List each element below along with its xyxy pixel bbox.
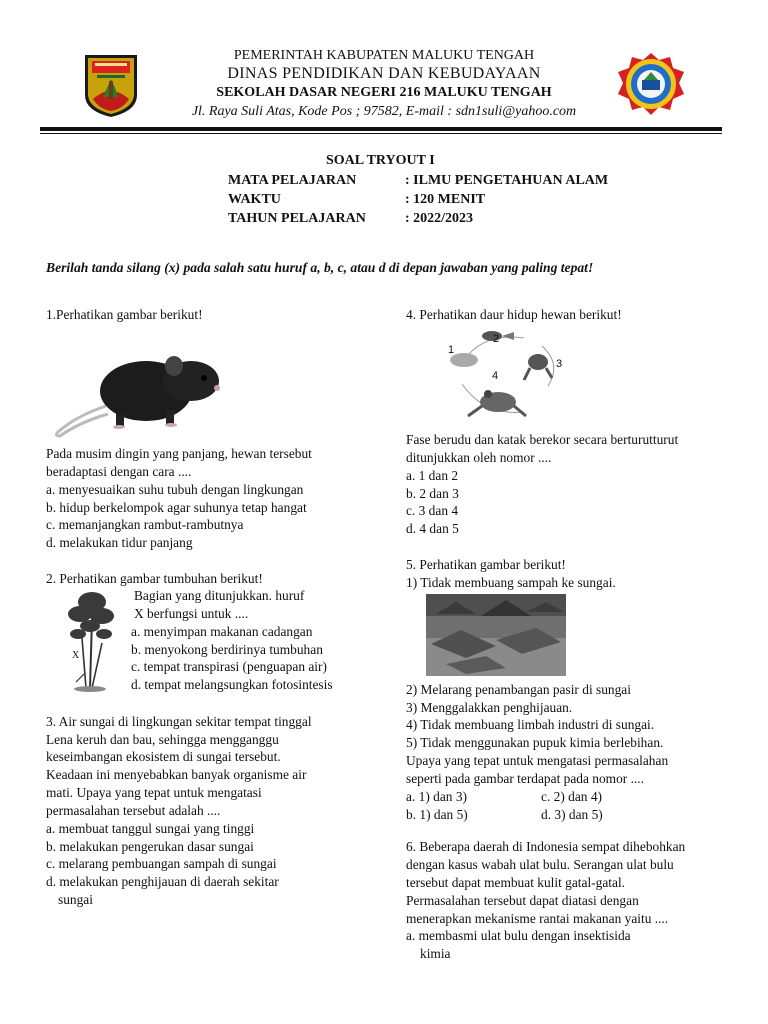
stage-label-2: 2	[493, 333, 500, 345]
instruction: Berilah tanda silang (x) pada salah satu huruf a, b, c, atau d di depan jawaban yang paling tepat!	[46, 260, 594, 275]
q3-line: Lena keruh dan bau, sehingga mengganggu	[46, 732, 279, 747]
exam-title: SOAL TRYOUT I	[326, 153, 435, 168]
q4-line: ditunjukkan oleh nomor ....	[406, 450, 552, 465]
header-school: SEKOLAH DASAR NEGERI 216 MALUKU TENGAH	[216, 85, 552, 100]
q1-option-c[interactable]: c. memanjangkan rambut-rambutnya	[46, 517, 244, 532]
q6-option-a-cont: kimia	[420, 946, 451, 961]
q6-line: tersebut dapat membuat kulit gatal-gatal.	[406, 875, 626, 890]
q1-prompt: 1.Perhatikan gambar berikut!	[46, 307, 203, 322]
q5-item-3: 3) Menggalakkan penghijauan.	[406, 700, 573, 715]
info-value-time: : 120 MENIT	[405, 192, 486, 207]
header-rule-thick	[40, 127, 722, 131]
q4-option-d[interactable]: d. 4 dan 5	[406, 521, 459, 536]
q4-option-c[interactable]: c. 3 dan 4	[406, 503, 459, 518]
info-key-year: TAHUN PELAJARAN	[228, 211, 366, 226]
q2-option-d[interactable]: d. tempat melangsungkan fotosintesis	[131, 677, 333, 692]
q3-line: keseimbangan ekosistem di sungai tersebut.	[46, 749, 281, 764]
q3-option-b[interactable]: b. melakukan pengerukan dasar sungai	[46, 839, 254, 854]
q2-prompt: 2. Perhatikan gambar tumbuhan berikut!	[46, 571, 263, 586]
q3-option-d-cont: sungai	[58, 892, 93, 907]
info-key-time: WAKTU	[228, 192, 281, 207]
stage-label-3: 3	[556, 358, 563, 370]
frog-life-cycle-image	[444, 324, 574, 420]
q3-line: 3. Air sungai di lingkungan sekitar tempat tinggal	[46, 714, 312, 729]
q5-item-2: 2) Melarang penambangan pasir di sungai	[406, 682, 631, 697]
q1-line: beradaptasi dengan cara ....	[46, 464, 192, 479]
q5-option-d[interactable]: d. 3) dan 5)	[541, 807, 603, 822]
q2-option-b[interactable]: b. menyokong berdirinya tumbuhan	[131, 642, 323, 657]
plant-image	[62, 588, 118, 694]
header-gov: PEMERINTAH KABUPATEN MALUKU TENGAH	[233, 48, 535, 63]
plant-label-x: X	[72, 650, 80, 661]
q5-option-a[interactable]: a. 1) dan 3)	[406, 789, 467, 804]
q5-prompt: 5. Perhatikan gambar berikut!	[406, 557, 566, 572]
q5-item-1: 1) Tidak membuang sampah ke sungai.	[406, 575, 616, 590]
q5-item-5: 5) Tidak menggunakan pupuk kimia berlebihan.	[406, 735, 664, 750]
q6-line: menerapkan mekanisme rantai makanan yaitu ....	[406, 911, 669, 926]
info-value-year: : 2022/2023	[405, 211, 474, 226]
q4-option-a[interactable]: a. 1 dan 2	[406, 468, 459, 483]
q6-line: Permasalahan tersebut dapat diatasi dengan	[406, 893, 639, 908]
q3-option-a[interactable]: a. membuat tanggul sungai yang tinggi	[46, 821, 255, 836]
q3-line: Keadaan ini menyebabkan banyak organisme air	[46, 767, 307, 782]
q5-item-4: 4) Tidak membuang limbah industri di sungai.	[406, 717, 655, 732]
q4-option-b[interactable]: b. 2 dan 3	[406, 486, 459, 501]
q1-line: Pada musim dingin yang panjang, hewan tersebut	[46, 446, 312, 461]
q2-line: Bagian yang ditunjukkan. huruf	[134, 588, 305, 603]
rat-image	[46, 336, 226, 440]
q3-line: permasalahan tersebut adalah ....	[46, 803, 221, 818]
q1-option-a[interactable]: a. menyesuaikan suhu tubuh dengan lingkungan	[46, 482, 304, 497]
q5-option-b[interactable]: b. 1) dan 5)	[406, 807, 468, 822]
flood-photo	[426, 594, 566, 676]
q1-option-d[interactable]: d. melakukan tidur panjang	[46, 535, 193, 550]
info-key-subject: MATA PELAJARAN	[228, 173, 357, 188]
q6-line: dengan kasus wabah ulat bulu. Serangan ulat bulu	[406, 857, 674, 872]
q5-option-c[interactable]: c. 2) dan 4)	[541, 789, 602, 804]
q6-line: 6. Beberapa daerah di Indonesia sempat dihebohkan	[406, 839, 686, 854]
q3-line: mati. Upaya yang tepat untuk mengatasi	[46, 785, 262, 800]
q2-line: X berfungsi untuk ....	[134, 606, 249, 621]
info-value-subject: : ILMU PENGETAHUAN ALAM	[405, 173, 609, 188]
q5-line: seperti pada gambar terdapat pada nomor ....	[406, 771, 644, 786]
stage-label-4: 4	[492, 370, 499, 382]
header-dept: DINAS PENDIDIKAN DAN KEBUDAYAAN	[227, 65, 541, 82]
header-address: Jl. Raya Suli Atas, Kode Pos ; 97582, E-mail : sdn1suli@yahoo.com	[191, 104, 577, 119]
q3-option-c[interactable]: c. melarang pembuangan sampah di sungai	[46, 856, 277, 871]
q6-option-a[interactable]: a. membasmi ulat bulu dengan insektisida	[406, 928, 631, 943]
q2-option-c[interactable]: c. tempat transpirasi (penguapan air)	[131, 659, 327, 674]
q3-option-d[interactable]: d. melakukan penghijauan di daerah sekitar	[46, 874, 279, 889]
q1-option-b[interactable]: b. hidup berkelompok agar suhunya tetap hangat	[46, 500, 307, 515]
header-rule-thin	[40, 133, 722, 134]
stage-label-1: 1	[448, 344, 455, 356]
q4-line: Fase berudu dan katak berekor secara berturutturut	[406, 432, 679, 447]
q5-line: Upaya yang tepat untuk mengatasi permasalahan	[406, 753, 669, 768]
q4-prompt: 4. Perhatikan daur hidup hewan berikut!	[406, 307, 622, 322]
q2-option-a[interactable]: a. menyimpan makanan cadangan	[131, 624, 313, 639]
